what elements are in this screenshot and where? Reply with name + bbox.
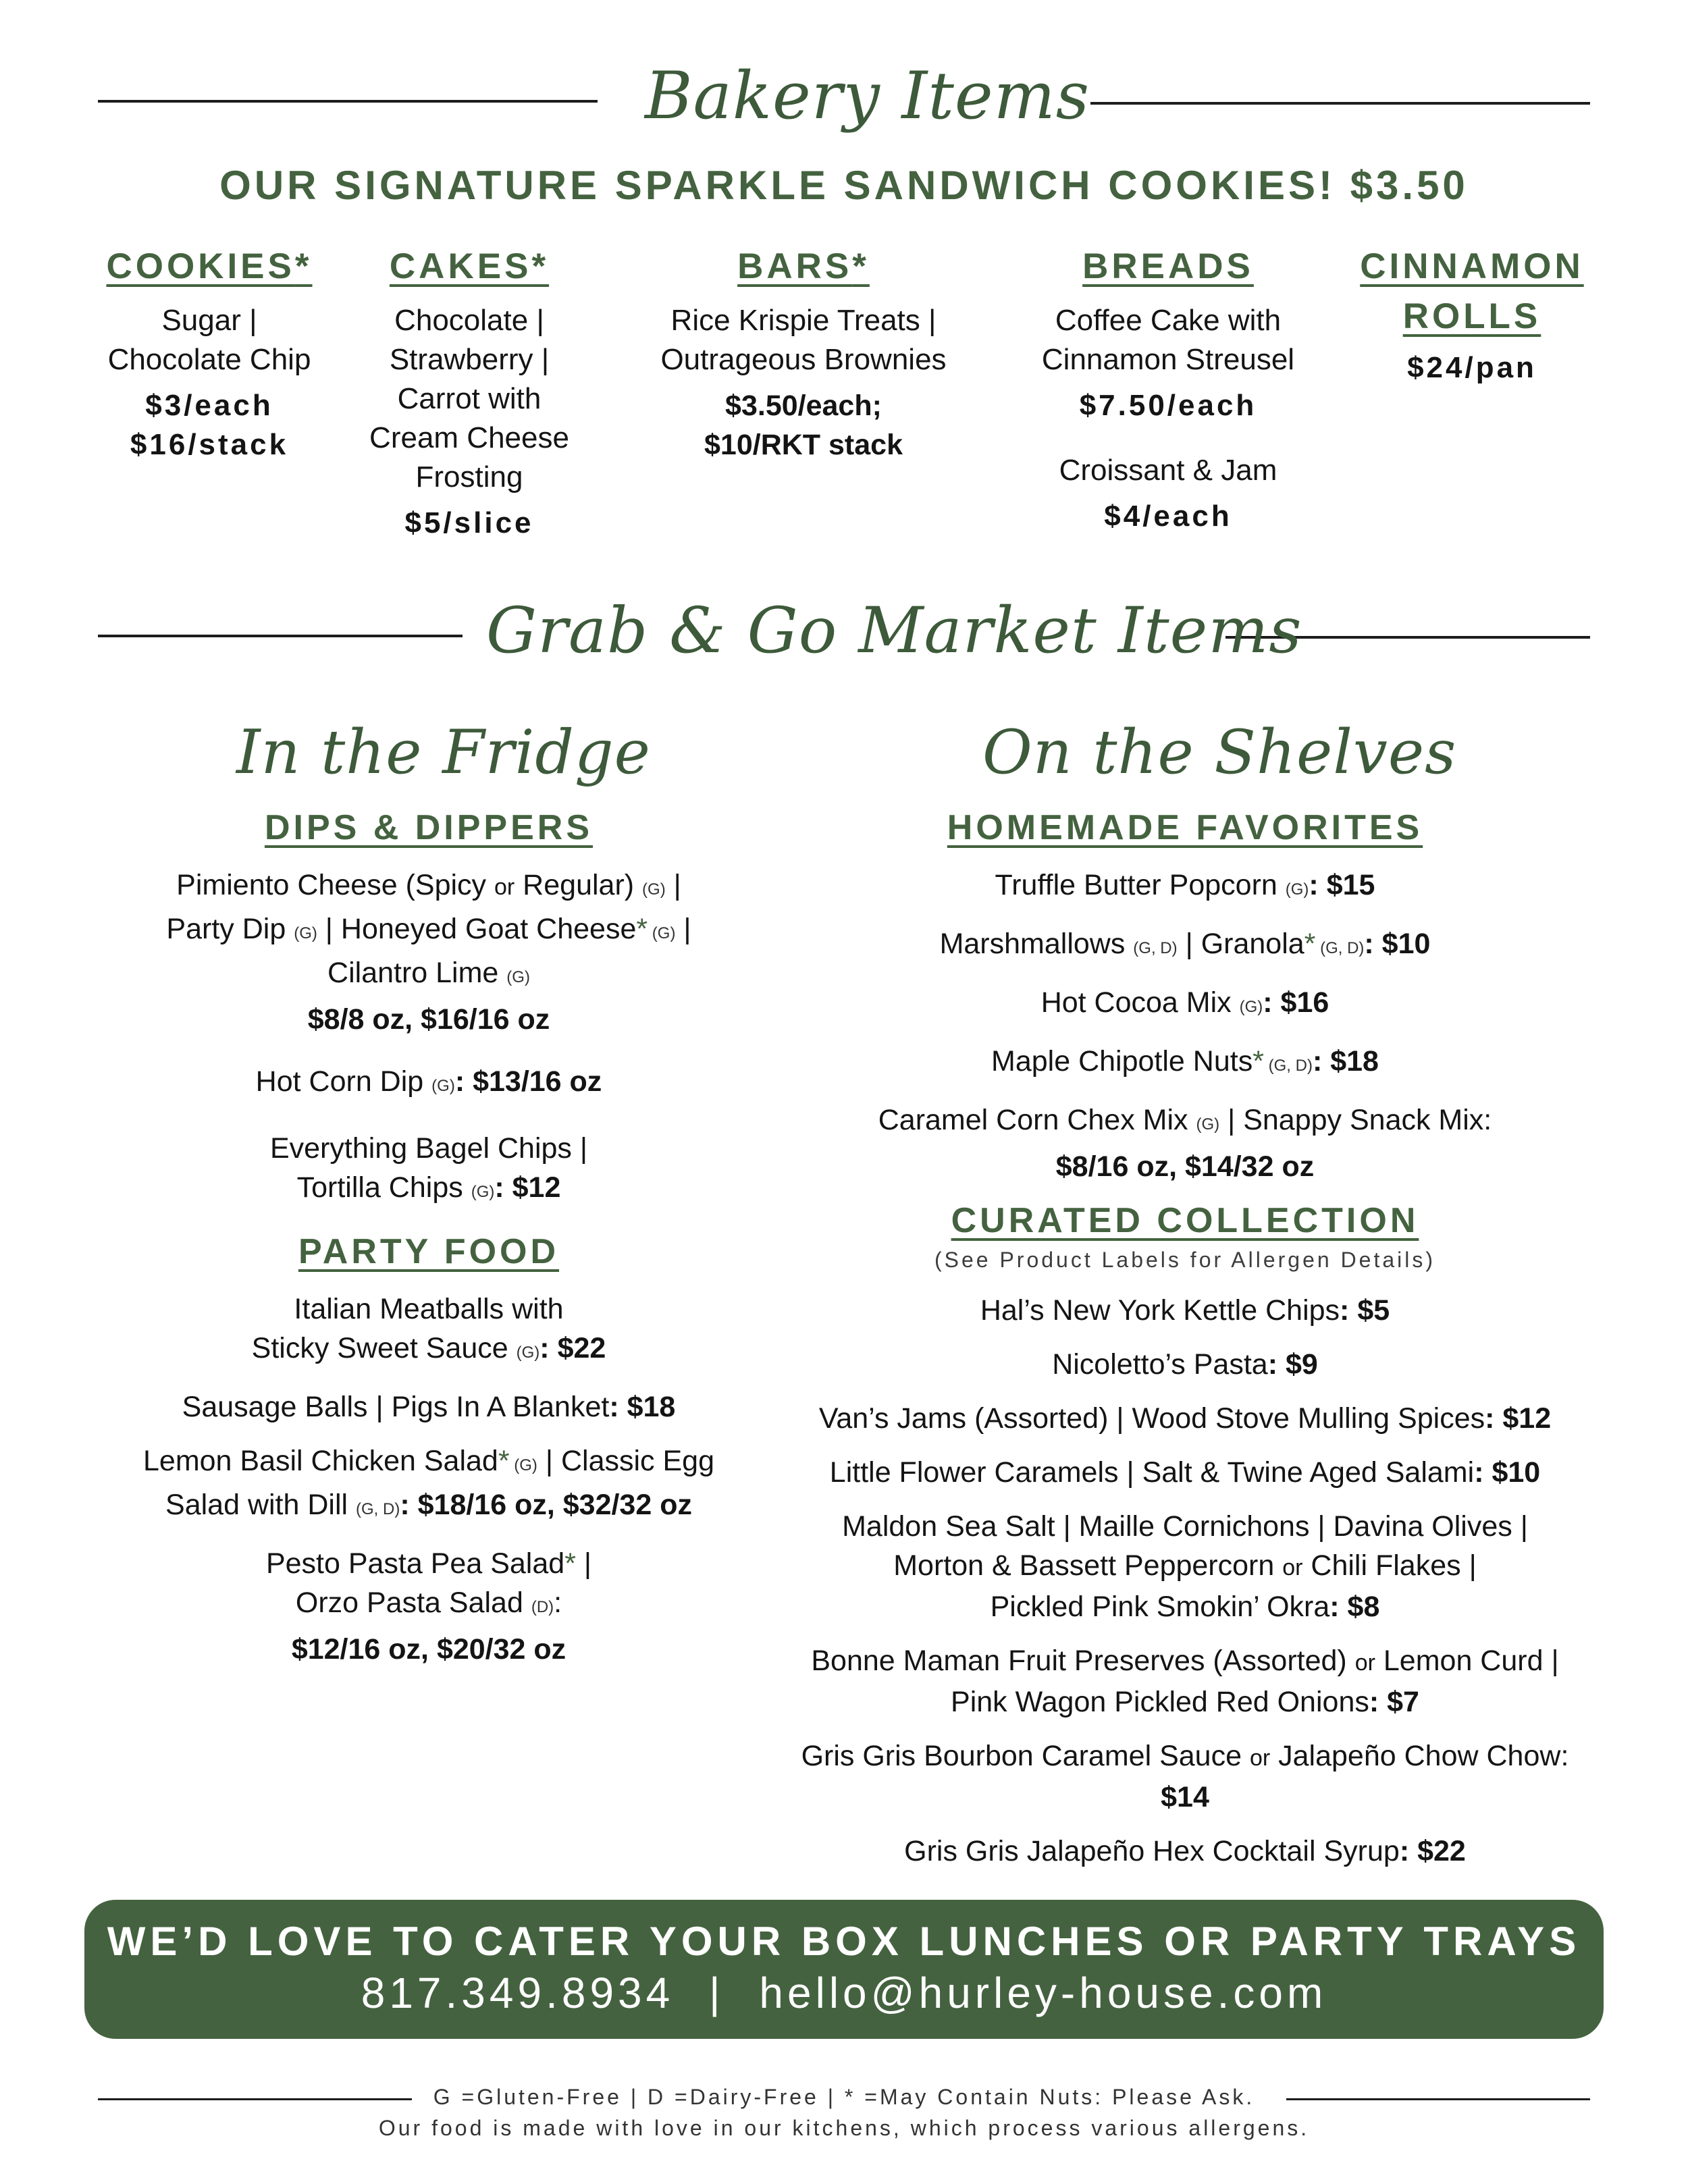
list-item: Everything Bagel Chips | (269, 1132, 588, 1165)
list-item: Maple Chipotle Nuts* (G, D): $18 (991, 1045, 1379, 1077)
list-item: Sticky Sweet Sauce (G): $22 (251, 1332, 606, 1364)
cinnamon-rolls-price: $24/pan (1407, 351, 1537, 384)
cakes-flavor: Chocolate | (394, 304, 544, 337)
list-price: $8/8 oz, $16/16 oz (307, 1003, 550, 1036)
list-item: Party Dip (G) | Honeyed Goat Cheese* (G) | (166, 913, 691, 945)
list-item: Truffle Butter Popcorn (G): $15 (995, 869, 1375, 901)
breads-price: $4/each (1104, 500, 1232, 533)
contact-line (84, 1966, 1604, 2020)
list-item: Hot Cocoa Mix (G): $16 (1040, 986, 1329, 1019)
market-title: Grab & Go Market Items (486, 594, 1302, 668)
cakes-flavor: Strawberry | (389, 343, 550, 376)
list-item: Gris Gris Bourbon Caramel Sauce or Jalapeño Chow Chow: (801, 1740, 1569, 1772)
list-item: Nicoletto’s Pasta: $9 (1052, 1348, 1318, 1381)
cakes-price: $5/slice (404, 506, 534, 539)
breads-item: Croissant & Jam (1059, 454, 1277, 487)
list-item: Pesto Pasta Pea Salad* | (265, 1547, 592, 1580)
breads-item: Coffee Cake with (1055, 304, 1282, 337)
catering-banner (84, 1900, 1604, 2039)
list-item: Cilantro Lime (G) (327, 957, 530, 989)
email-link[interactable]: hello@hurley-house.com (759, 1969, 1327, 2017)
list-price: $14 (1161, 1781, 1209, 1813)
homemade-favorites-heading: HOMEMADE FAVORITES (947, 808, 1423, 847)
list-item: Italian Meatballs with (294, 1293, 564, 1325)
signature-cookie-headline: OUR SIGNATURE SPARKLE SANDWICH COOKIES! $3.50 (219, 163, 1469, 208)
cakes-flavor: Cream Cheese (369, 421, 569, 454)
list-item: Maldon Sea Salt | Maille Cornichons | Davina Olives | (842, 1510, 1528, 1543)
cinnamon-rolls-heading: CINNAMON (1360, 246, 1584, 286)
breads-item: Cinnamon Streusel (1041, 343, 1295, 376)
cookies-heading: COOKIES* (106, 246, 313, 286)
list-item: Pimiento Cheese (Spicy or Regular) (G) | (176, 869, 681, 901)
party-food-list (71, 1289, 787, 1669)
bars-heading: BARS* (737, 246, 870, 286)
bars-price: $3.50/each; (725, 390, 882, 422)
cinnamon-rolls-column (1334, 242, 1610, 388)
breads-heading: BREADS (1082, 246, 1254, 286)
cookies-column (64, 242, 354, 464)
catering-headline: WE’D LOVE TO CATER YOUR BOX LUNCHES OR PARTY TRAYS (107, 1919, 1581, 1964)
bars-column (601, 242, 1006, 464)
list-item: Salad with Dill (G, D): $18/16 oz, $32/32 oz (165, 1489, 692, 1521)
breads-price: $7.50/each (1079, 389, 1257, 422)
curated-collection-list (746, 1291, 1624, 1871)
bakery-rule-left (98, 100, 598, 103)
dips-list (71, 865, 787, 1212)
bars-flavor: Rice Krispie Treats | (670, 304, 937, 337)
cinnamon-rolls-heading: ROLLS (1402, 296, 1541, 336)
bars-price: $10/RKT stack (704, 429, 903, 461)
dips-heading: DIPS & DIPPERS (264, 808, 594, 847)
list-item: Caramel Corn Chex Mix (G) | Snappy Snack Mix: (878, 1104, 1492, 1136)
list-item: Sausage Balls | Pigs In A Blanket: $18 (182, 1391, 676, 1423)
cakes-flavor: Frosting (415, 460, 523, 494)
contact-separator: | (709, 1969, 724, 2017)
cakes-heading: CAKES* (389, 246, 550, 286)
cakes-flavor: Carrot with (397, 382, 542, 415)
cakes-column (338, 242, 601, 543)
list-item: Pink Wagon Pickled Red Onions: $7 (951, 1686, 1419, 1718)
allergen-legend: G =Gluten-Free | D =Dairy-Free | * =May Contain Nuts: Please Ask. (433, 2085, 1255, 2109)
allergen-note: (See Product Labels for Allergen Details) (934, 1248, 1436, 1272)
cookies-price: $3/each (145, 389, 273, 422)
market-rule-left (98, 635, 463, 637)
homemade-favorites-list (753, 865, 1617, 1186)
bakery-title: Bakery Items (645, 58, 1090, 134)
bakery-rule-right (1090, 102, 1590, 105)
cookies-price: $16/stack (130, 428, 289, 461)
list-item: Marshmallows (G, D) | Granola* (G, D): $10 (939, 928, 1431, 960)
list-item: Orzo Pasta Salad (D): (295, 1587, 562, 1619)
list-price: $8/16 oz, $14/32 oz (1055, 1150, 1315, 1183)
cookies-flavor: Sugar | (161, 304, 257, 337)
list-item: Van’s Jams (Assorted) | Wood Stove Mulling Spices: $12 (818, 1402, 1552, 1435)
bars-flavor: Outrageous Brownies (660, 343, 947, 376)
shelves-title: On the Shelves (982, 717, 1457, 788)
phone-link[interactable]: 817.349.8934 (361, 1969, 675, 2017)
list-item: Pickled Pink Smokin’ Okra: $8 (990, 1591, 1380, 1623)
breads-column (999, 242, 1337, 536)
list-item: Bonne Maman Fruit Preserves (Assorted) or Lemon Curd | (811, 1645, 1559, 1677)
cookies-flavor: Chocolate Chip (107, 343, 311, 376)
fridge-title: In the Fridge (236, 717, 651, 788)
party-food-heading: PARTY FOOD (298, 1232, 560, 1271)
list-item: Lemon Basil Chicken Salad* (G) | Classic Egg (142, 1445, 715, 1477)
list-price: $12/16 oz, $20/32 oz (291, 1633, 566, 1666)
list-item: Hal’s New York Kettle Chips: $5 (980, 1294, 1390, 1327)
kitchen-note: Our food is made with love in our kitchens, which process various allergens. (378, 2116, 1310, 2140)
list-item: Gris Gris Jalapeño Hex Cocktail Syrup: $22 (904, 1835, 1466, 1867)
list-item: Tortilla Chips (G): $12 (296, 1171, 561, 1204)
curated-collection-heading: CURATED COLLECTION (951, 1201, 1419, 1240)
list-item: Morton & Bassett Peppercorn or Chili Flakes | (893, 1549, 1477, 1582)
list-item: Little Flower Caramels | Salt & Twine Aged Salami: $10 (829, 1456, 1541, 1489)
list-item: Hot Corn Dip (G): $13/16 oz (255, 1065, 602, 1098)
